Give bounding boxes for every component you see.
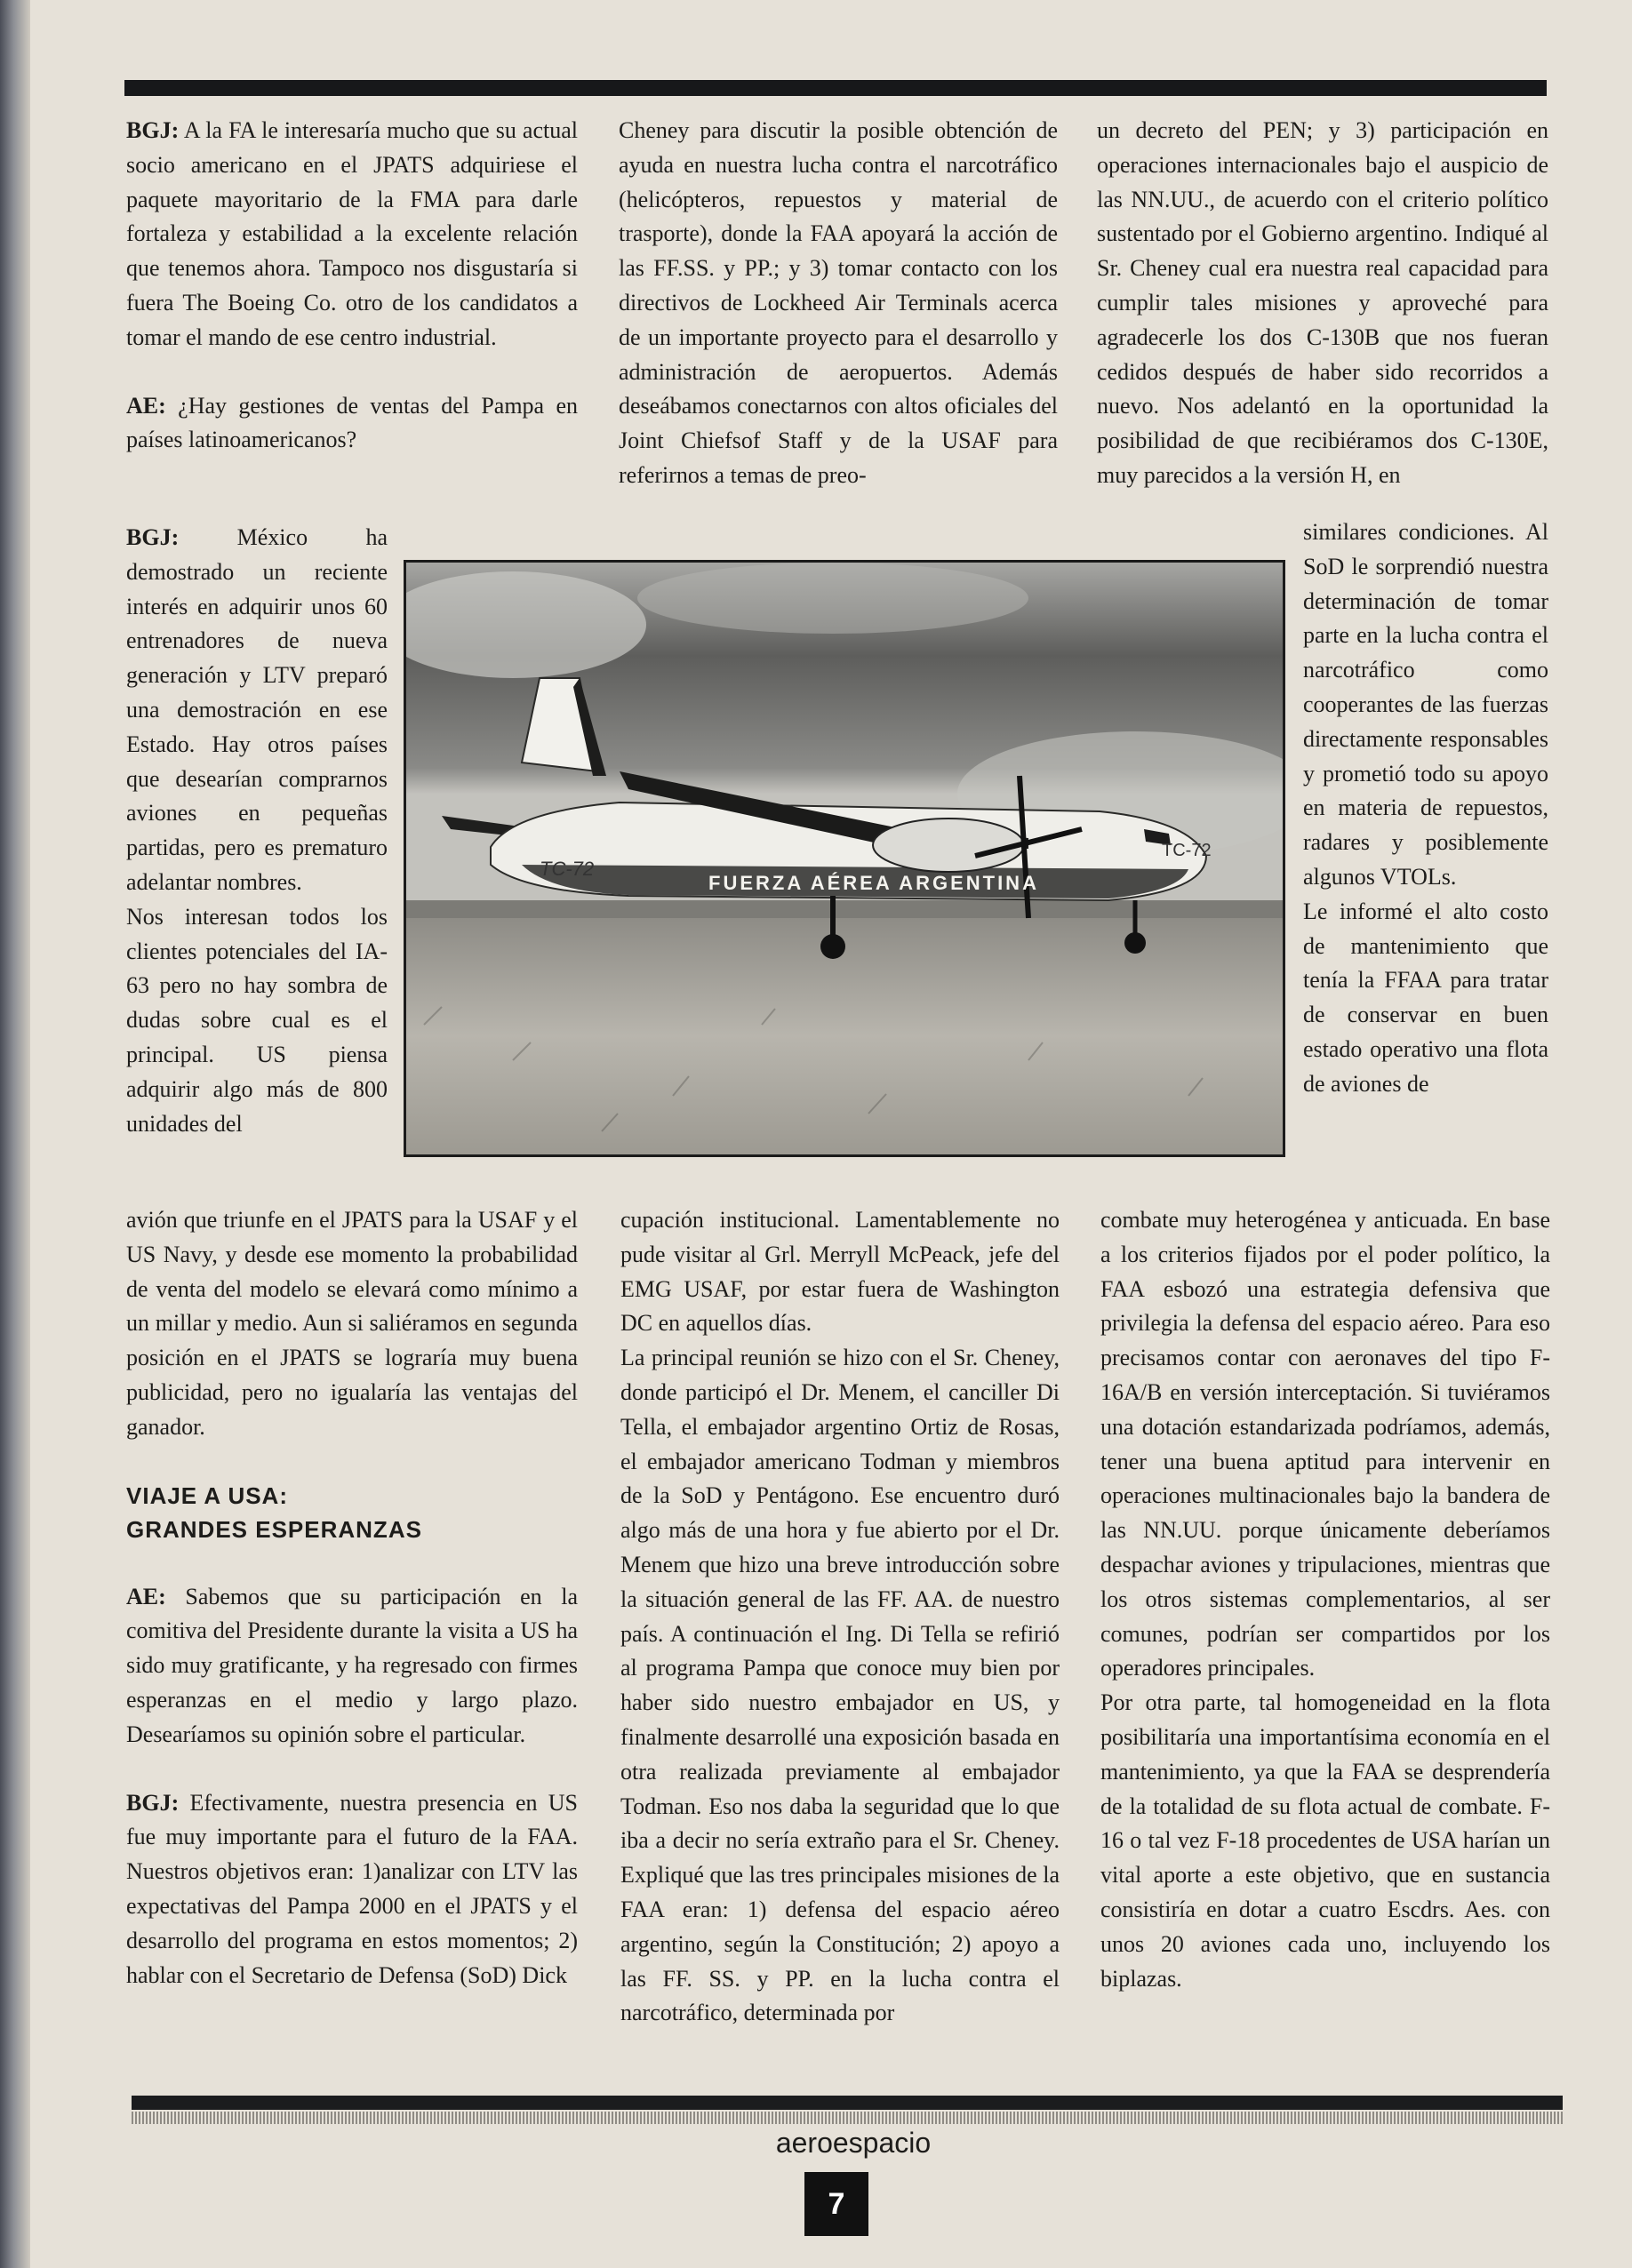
paragraph: Cheney para discutir la posible obtención de ayuda en nuestra lucha contra el narcotráfico (helicópteros, repuestos y material de trasporte), donde la FAA apoyará la acción de las FF.SS. y PP.; y 3) tomar contacto con los directivos de Lockheed Air Terminals acerca de un importante proyecto para el desarrollo y administración de aeropuertos. Además deseábamos conectarnos con altos oficiales del Joint Chiefsof Staff y de la USAF para referirnos a temas de preo- bbox=[619, 117, 1058, 488]
paragraph bbox=[126, 114, 578, 355]
aircraft-photo bbox=[404, 560, 1285, 1157]
paragraph: Por otra parte, tal homogeneidad en la flota posibilitaría una importantísima economía en el mantenimiento, ya que la FAA se desprendería de la totalidad de su flota actual de combate. F-16 o tal vez F-18 procedentes de USA harían un vital aporte a este objetivo, que en sustancia consistiría en dotar a cuatro Escdrs. Aes. con unos 20 aviones cada uno, incluyendo los biplazas. bbox=[1100, 1689, 1550, 1992]
speaker-label: AE: bbox=[126, 1583, 166, 1609]
magazine-name: aeroespacio bbox=[775, 2127, 932, 2159]
paragraph bbox=[126, 1203, 578, 1445]
speaker-label: BGJ: bbox=[126, 117, 180, 143]
paragraph: combate muy heterogénea y anticuada. En base a los criterios fijados por el poder político, la FAA esbozó una estrategia defensiva que privilegia la defensa del espacio aéreo. Para eso precisamos contar con aeronaves del tipo F-16A/B en versión interceptación. Si tuviéramos una dotación estandarizada podríamos, además, tener una buena aptitud para intervenir en operaciones multinacionales bajo la bandera de las NN.UU. porque únicamente deberíamos despachar aviones y tripulaciones, mientras que los otros sistemas complementarios, al ser comunes, podrían ser compartidos por los operadores principales. bbox=[1100, 1207, 1550, 1681]
paragraph-text: ¿Hay gestiones de ventas del Pampa en países latinoamericanos? bbox=[126, 392, 579, 453]
column-1-top bbox=[126, 114, 578, 491]
paragraph bbox=[126, 1786, 578, 1993]
bottom-rule bbox=[132, 2096, 1563, 2110]
column-3-beside-photo bbox=[1303, 515, 1548, 1102]
paragraph-text: avión que triunfe en el JPATS para la USAF y el US Navy, y desde ese momento la probabilidad de venta del modelo se elevará como mínimo a un millar y medio. Aun si saliéramos en segunda posición en el JPATS se lograría muy buena publicidad, pero no igualaría las ventajas del ganador. bbox=[126, 1207, 578, 1440]
fuselage-text: FUERZA AÉREA ARGENTINA bbox=[708, 872, 1039, 894]
paragraph-text: Efectivamente, nuestra presencia en US fue muy importante para el futuro de la FAA. Nuestros objetivos eran: 1)analizar con LTV las expectativas del Pampa 2000 en el JPATS y el desarrollo del programa en estos momentos; 2) hablar con el Secretario de Defensa (SoD) Dick bbox=[126, 1789, 579, 1988]
speaker-label: BGJ: bbox=[126, 1789, 180, 1816]
paragraph-text: Sabemos que su participación en la comitiva del Presidente durante la visita a US ha sido muy gratificante, y ha regresado con firmes esperanzas en el medio y largo plazo. Desearíamos su opinión sobre el particular. bbox=[126, 1583, 578, 1747]
column-2-top bbox=[619, 114, 1058, 493]
paragraph: Le informé el alto costo de mantenimiento que tenía la FFAA para tratar de conservar en buen estado operativo una flota de aviones de bbox=[1303, 898, 1548, 1097]
paragraph: La principal reunión se hizo con el Sr. Cheney, donde participó el Dr. Menem, el canciller Di Tella, el embajador argentino Ortiz de Rosas, el embajador americano Todman y miembros de la SoD y Pentágono. Ese encuentro duró algo más de una hora y fue abierto por el Dr. Menem que hizo una breve introducción sobre la situación general de las FF. AA. de nuestro país. A continuación el Ing. Di Tella se refirió al programa Pampa que conoce muy bien por haber sido nuestro embajador en US, y finalmente desarrollé una exposición basada en otra realizada previamente al embajador Todman. Eso nos daba la seguridad que lo que iba a decir no sería extraño para el Sr. Cheney. Expliqué que las tres principales misiones de la FAA eran: 1) defensa del espacio aéreo argentino, según la Constitución; 2) apoyo a las FF. SS. y PP. en la lucha contra el narcotráfico, determinada por bbox=[620, 1345, 1060, 2026]
aircraft-illustration bbox=[406, 563, 1283, 1154]
paragraph-text: Nos interesan todos los clientes potenciales del IA-63 pero no hay sombra de dudas sobre cual es el principal. US piensa adquirir algo más de 800 unidades del bbox=[126, 903, 388, 1137]
page-binding-edge bbox=[0, 0, 30, 2268]
paragraph bbox=[126, 389, 578, 459]
column-1-beside-photo bbox=[126, 521, 388, 1141]
column-3-bottom bbox=[1100, 1203, 1550, 1996]
nose-code: TC-72 bbox=[1162, 841, 1212, 860]
paragraph-text: A la FA le interesaría mucho que su actual socio americano en el JPATS adquiriese el paquete mayoritario de la FMA para darle fortaleza y estabilidad a la excelente relación que tenemos ahora. Tampoco nos disgustaría si fuera The Boeing Co. otro de los candidatos a tomar el mando de ese centro industrial. bbox=[126, 117, 578, 350]
section-heading: GRANDES ESPERANZAS bbox=[126, 1515, 422, 1543]
speaker-label: BGJ: bbox=[126, 524, 180, 550]
speaker-label: AE: bbox=[126, 392, 166, 419]
paragraph bbox=[126, 521, 388, 900]
paragraph-text: México ha demostrado un reciente interés en adquirir unos 60 entrenadores de nueva generación y LTV preparó una demostración en ese Estado. Hay otros países que desearían comprarnos aviones en pequeñas partidas, pero es prematuro adelantar nombres. bbox=[126, 524, 388, 895]
paragraph bbox=[126, 900, 388, 1142]
column-3-top bbox=[1097, 114, 1548, 493]
bottom-hatch bbox=[132, 2112, 1563, 2124]
page-number: 7 bbox=[804, 2172, 868, 2236]
section-heading: VIAJE A USA: bbox=[126, 1481, 288, 1509]
paragraph: un decreto del PEN; y 3) participación en operaciones internacionales bajo el auspicio de las NN.UU., de acuerdo con el criterio político sustentado por el Gobierno argentino. Indiqué al Sr. Cheney cual era nuestra real capacidad para cumplir tales misiones y aproveché para agradecerle los dos C-130B que nos fueran cedidos después de haber sido recorridos a nuevo. Nos adelantó en la oportunidad la posibilidad de que recibiéramos dos C-130E, muy parecidos a la versión H, en bbox=[1097, 117, 1548, 488]
paragraph: cupación institucional. Lamentablemente no pude visitar al Grl. Merryll McPeack, jefe del EMG USAF, por estar fuera de Washington DC en aquellos días. bbox=[620, 1207, 1060, 1337]
paragraph: similares condiciones. Al SoD le sorprendió nuestra determinación de tomar parte en la lucha contra el narcotráfico como cooperantes de las fuerzas directamente responsables y prometió todo su apoyo en materia de repuestos, radares y posiblemente algunos VTOLs. bbox=[1303, 519, 1548, 890]
paragraph bbox=[126, 1580, 578, 1753]
top-rule bbox=[124, 80, 1547, 96]
tail-code: TC-72 bbox=[540, 858, 595, 880]
column-1-bottom bbox=[126, 1203, 578, 1992]
column-2-bottom bbox=[620, 1203, 1060, 2031]
